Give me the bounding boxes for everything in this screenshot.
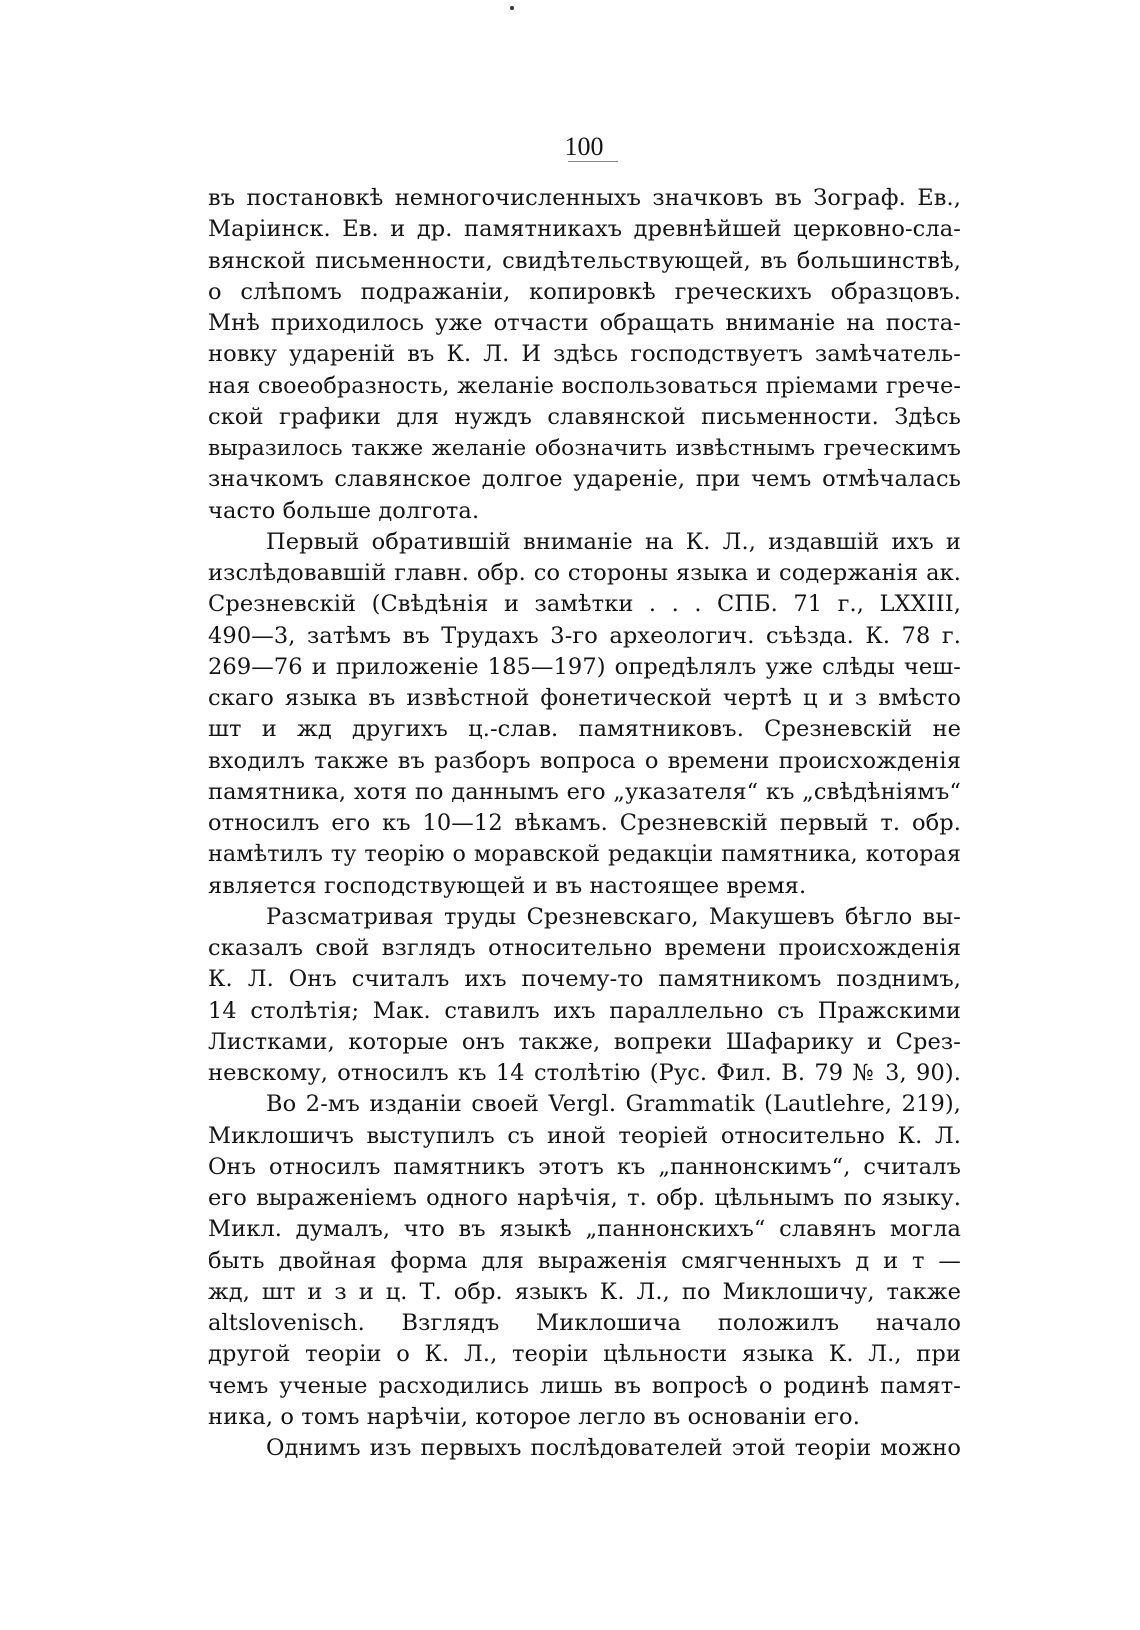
text-line: памятника, хотя по даннымъ его „указателя“ къ „свѣдѣніямъ“ <box>208 778 961 805</box>
text-line: изслѣдовавшій главн. обр. со стороны языка и содержанія ак. <box>208 560 961 586</box>
text-line: Однимъ изъ первыхъ послѣдователей этой теоріи можно <box>266 1435 961 1461</box>
text-line: Первый обратившій вниманіе на К. Л., издавшій ихъ и <box>266 528 961 555</box>
text-line: намѣтилъ ту теорію о моравской редакціи памятника, которая <box>208 841 961 868</box>
text-line: Мнѣ приходилось уже отчасти обращать вниманіе на поста- <box>208 310 961 336</box>
text-line: вянской письменности, свидѣтельствующей, въ большинствѣ, <box>208 247 961 274</box>
text-line: Маріинск. Ев. и др. памятникахъ древнѣйшей церковно-сла- <box>208 216 961 243</box>
text-line: Срезневскій (Свѣдѣнія и замѣтки . . . СПБ. 71 г., LXXIII, <box>208 591 961 618</box>
text-line: быть двойная форма для выраженія смягченныхъ д и т — <box>208 1247 961 1274</box>
text-line: другой теоріи о К. Л., теоріи цѣльности языка К. Л., при <box>208 1341 961 1368</box>
text-line: значкомъ славянское долгое удареніе, при чемъ отмѣчалась <box>208 466 961 493</box>
text-line: altslovenisch. Взглядъ Миклошича положилъ начало <box>208 1310 961 1336</box>
text-line: Разсматривая труды Срезневскаго, Макушевъ бѣгло вы- <box>266 903 961 930</box>
text-line: К. Л. Онъ считалъ ихъ почему-то памятникомъ позднимъ, <box>208 966 961 993</box>
text-line: Листками, которые онъ также, вопреки Шафарику и Срез- <box>208 1028 961 1055</box>
text-line: ской графики для нуждъ славянской письменности. Здѣсь <box>208 403 961 430</box>
text-line: новку удареній въ К. Л. И здѣсь господствуетъ замѣчатель- <box>208 341 961 368</box>
text-line: ника, о томъ нарѣчіи, которое легло въ основаніи его. <box>208 1403 860 1430</box>
text-line: Во 2-мъ изданіи своей Vergl. Grammatik (Lautlehre, 219), <box>266 1091 961 1118</box>
text-line: о слѣпомъ подражаніи, копировкѣ греческихъ образцовъ. <box>208 278 961 305</box>
text-line: ная своеобразность, желаніе воспользоваться пріемами грече- <box>208 372 961 399</box>
text-line: 490—3, затѣмъ въ Трудахъ 3-го археологич. съѣзда. К. 78 г. <box>208 622 961 649</box>
text-line: жд, шт и з и ц. Т. обр. языкъ К. Л., по Миклошичу, также <box>208 1278 961 1305</box>
text-line: скаго языка въ извѣстной фонетической чертѣ ц и з вмѣсто <box>208 685 961 711</box>
text-line: его выраженіемъ одного нарѣчія, т. обр. цѣльнымъ по языку. <box>208 1185 961 1211</box>
text-line: является господствующей и въ настоящее время. <box>208 872 807 899</box>
text-line: невскому, относилъ къ 14 столѣтію (Рус. Фил. В. 79 № 3, 90). <box>208 1060 961 1086</box>
page-number: 100 <box>564 132 604 161</box>
text-line: 14 столѣтія; Мак. ставилъ ихъ параллельно съ Пражскими <box>208 997 961 1024</box>
text-line: сказалъ свой взглядъ относительно времени происхожденія <box>208 935 961 961</box>
text-line: Микл. думалъ, что въ языкѣ „паннонскихъ“ славянъ могла <box>208 1216 961 1243</box>
text-line: въ постановкѣ немногочисленныхъ значковъ въ Зограф. Ев., <box>208 185 961 211</box>
speck <box>510 6 514 10</box>
text-line: Онъ относилъ памятникъ этотъ къ „паннонскимъ“, считалъ <box>208 1153 961 1180</box>
text-line: чемъ ученые расходились лишь въ вопросѣ о родинѣ памят- <box>208 1372 961 1399</box>
text-line: Миклошичъ выступилъ съ иной теоріей относительно К. Л. <box>208 1122 961 1149</box>
page-number-rule <box>568 161 618 162</box>
text-line: входилъ также въ разборъ вопроса о времени происхожденія <box>208 747 961 774</box>
body-text <box>208 183 961 1464</box>
text-line: относилъ его къ 10—12 вѣкамъ. Срезневскій первый т. обр. <box>208 810 961 836</box>
text-line: часто больше долгота. <box>208 497 480 524</box>
text-line: выразилось также желаніе обозначить извѣстнымъ греческимъ <box>208 436 961 461</box>
text-line: 269—76 и приложеніе 185—197) опредѣлялъ уже слѣды чеш- <box>208 653 961 680</box>
text-line: шт и жд другихъ ц.-слав. памятниковъ. Срезневскій не <box>208 716 961 743</box>
